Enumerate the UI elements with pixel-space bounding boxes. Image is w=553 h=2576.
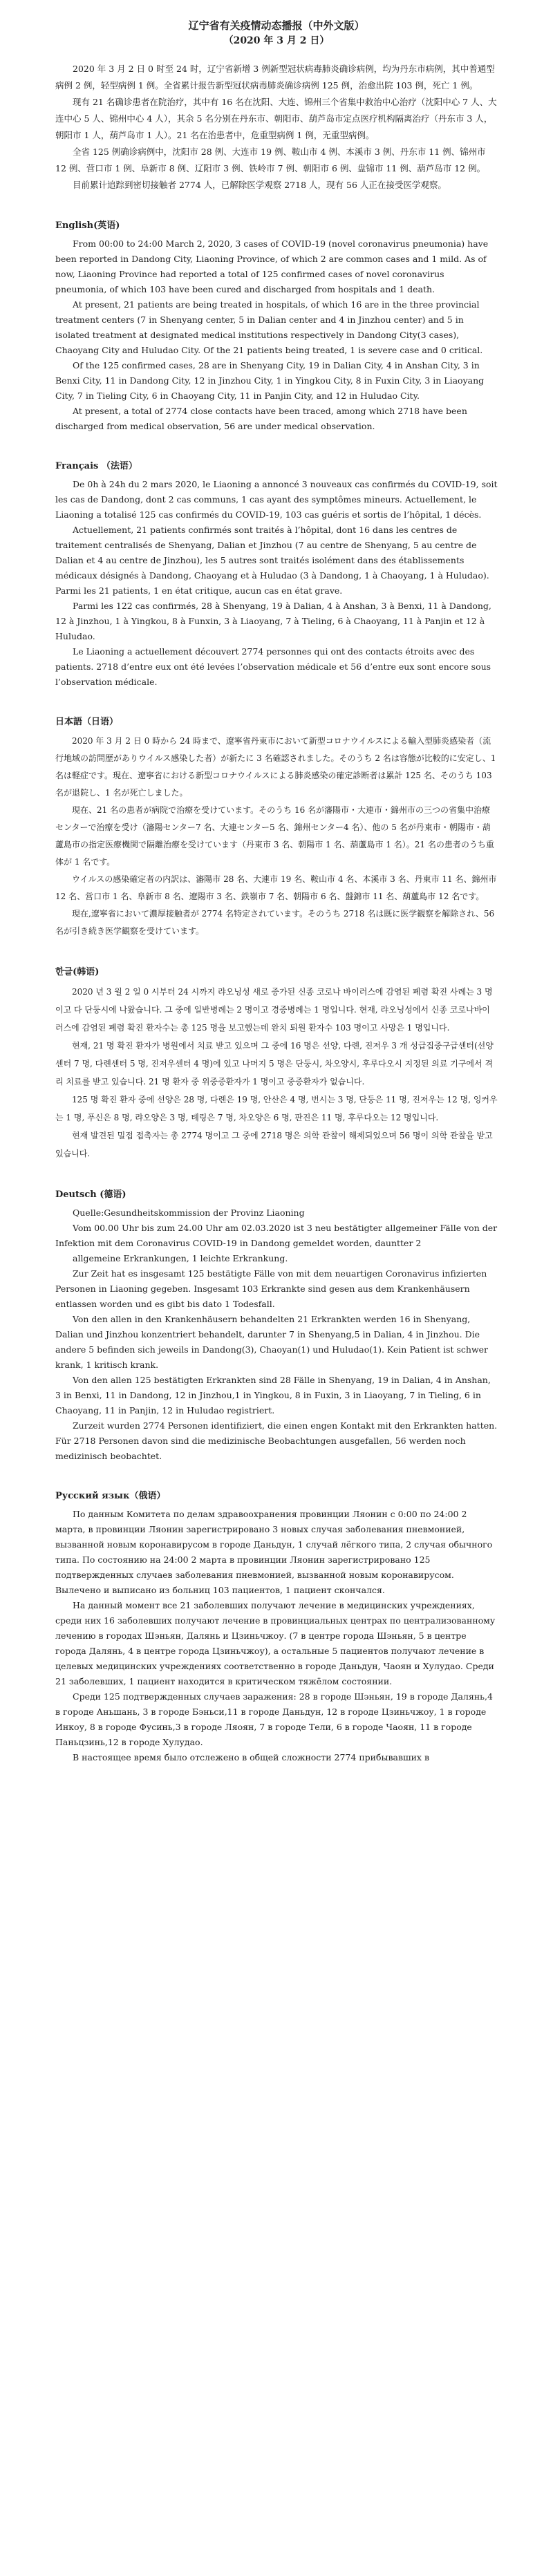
german-heading: Deutsch (德语) bbox=[55, 1190, 126, 1200]
english-section bbox=[55, 218, 498, 434]
de-paragraph: Zurzeit wurden 2774 Personen identifiziert, die einen engen Kontakt mit den Erkrankten hatten. Für 2718 Personen davon sind die medizinische Beobachtungen ausgefallen, 56 werden noch medizinisch beobachtet. bbox=[55, 1420, 498, 1461]
fr-paragraph: Parmi les 122 cas confirmés, 28 à Shenyang, 19 à Dalian, 4 à Anshan, 3 à Benxi, 11 à Dandong, 12 à Jinzhou, 1 à Yingkou, 8 à Funxin, 3 à Liaoyang, 7 à Tieling, 6 à Chaoyang, 11 à Panjin et 12 à Huludao. bbox=[55, 601, 491, 641]
page-title: 辽宁省有关疫情动态播报（中外文版） bbox=[188, 19, 365, 32]
de-paragraph: Zur Zeit hat es insgesamt 125 bestätigte Fälle von mit dem neuartigen Coronavirus infizierten Personen in Liaoning gegeben. Insgesamt 103 Erkrankte sind gesen aus dem Krankenhäusern entlassen worden und es gibt bis dato 1 Todesfall. bbox=[55, 1268, 487, 1309]
ja-paragraph: ウイルスの感染確定者の内訳は、瀋陽市 28 名、大連市 19 名、鞍山市 4 名、本溪市 3 名、丹東市 11 名、錦州市 12 名、営口市 1 名、阜新市 8 名、遼陽市 3 名、鉄嶺市 7 名、朝陽市 6 名、盤錦市 11 名、葫蘆島市 12 名です。 bbox=[55, 874, 497, 901]
de-paragraph: Quelle:Gesundheitskommission der Provinz Liaoning bbox=[73, 1207, 305, 1218]
zh-paragraph: 现有 21 名确诊患者在院治疗，其中有 16 名在沈阳、大连、锦州三个省集中救治中心治疗（沈阳中心 7 人、大连中心 5 人、锦州中心 4 人），其余 5 名分别在丹东市、朝阳市、葫芦岛市定点医疗机构隔离治疗（丹东市 3 人，朝阳市 1 人，葫芦岛市 1 人）。21 名在治患者中，危重型病例 1 例，无重型病例。 bbox=[55, 97, 497, 140]
ko-paragraph: 현재, 21 명 확진 환자가 병원에서 치료 받고 있으며 그 중에 16 명은 선양, 다롄, 진저우 3 개 성급집중구급센터(선양센터 7 명, 다롄센터 5 명, 진저우센터 4 명)에 있고 나머지 5 명은 단둥시, 차오양시, 후루다오시 지정된 의료 기구에서 격리 치료를 받고 있습니다. 21 명 환자 중 위중증환자가 1 명이고 중증환자가 없습니다. bbox=[55, 1041, 494, 1087]
russian-section bbox=[55, 1489, 498, 1765]
ru-paragraph: На данный момент все 21 заболевших получают лечение в медицинских учреждениях, среди них 16 заболевших получают лечение в провинциальных центрах по централизованному лечению в городах Шэньян, Далянь и Цзиньчжоу. (7 в центре города Шэньян, 5 в центре города Далянь, 4 в центре города Цзиньчжоу), а остальные 5 пациентов получают лечение в целевых медицинских учреждениях соответственно в городе Даньдун, Чаоян и Хулудао. Среди 21 заболевших, 1 пациент находится в критическом тяжёлом состоянии. bbox=[55, 1600, 496, 1686]
german-section bbox=[55, 1187, 498, 1464]
ja-paragraph: 現在、21 名の患者が病院で治療を受けています。そのうち 16 名が瀋陽市・大連市・錦州市の三つの省集中治療センターで治療を受け（瀋陽センター7 名、大連センター5 名、錦州センター4 名）、他の 5 名が丹東市・朝陽市・葫蘆島市の指定医療機関で隔離治療を受けています（丹東市 3 名、朝陽市 1 名、葫蘆島市 1 名）。21 名の患者のうち重体が 1 名です。 bbox=[55, 805, 494, 867]
russian-heading: Русский язык（俄语） bbox=[55, 1491, 166, 1501]
en-paragraph: At present, a total of 2774 close contacts have been traced, among which 2718 have been discharged from medical observation, 56 are under medical observation. bbox=[55, 406, 467, 431]
ko-paragraph: 125 명 확진 환자 중에 선양은 28 명, 다롄은 19 명, 안산은 4 명, 번시는 3 명, 단둥은 11 명, 진저우는 12 명, 잉커우는 1 명, 푸신은 8 명, 랴오양은 3 명, 톄링은 7 명, 차오양은 6 명, 판진은 11 명, 후루다오는 12 명입니다. bbox=[55, 1095, 498, 1122]
de-paragraph: Von den allen in den Krankenhäusern behandelten 21 Erkrankten werden 16 in Shenyang, Dalian und Jinzhou konzentriert behandelt, darunter 7 in Shenyang,5 in Dalian, 4 in Jinzhou. Die andere 5 befinden sich jeweils in Dandong(3), Chaoyan(1) und Huludao(1). Kein Patient ist schwer krank, 1 kritisch krank. bbox=[55, 1314, 489, 1370]
japanese-section bbox=[55, 715, 498, 940]
fr-paragraph: Actuellement, 21 patients confirmés sont traités à l’hôpital, dont 16 dans les centres de traitement centralisés de Shenyang, Dalian et Jinzhou (7 au centre de Shenyang, 5 au centre de Dalian et 4 au centre de Jinzhou), les 5 autres sont traités isolément dans des établissements médicaux désignés à Dandong, Chaoyang et à Huludao (3 à Dandong, 1 à Chaoyang, 1 à Huludao). Parmi les 21 patients, 1 en état critique, aucun cas en état grave. bbox=[55, 525, 489, 596]
ru-paragraph: Среди 125 подтвержденных случаев заражения: 28 в городе Шэньян, 19 в городе Далянь,4 в городе Аньшань, 3 в городе Бэньси,11 в городе Даньдун, 12 в городе Цзиньчжоу, 1 в городе Инкоу, 8 в городе Фусинь,3 в городе Ляоян, 7 в городе Тели, 6 в городе Чаоян, 11 в городе Паньцзинь,12 в городе Хулудао. bbox=[55, 1691, 493, 1747]
ru-paragraph: По данным Комитета по делам здравоохранения провинции Ляонин с 0:00 по 24:00 2 марта, в провинции Ляонин зарегистрировано 3 новых случая заболевания пневмонией, вызванной новым коронавирусом в городе Даньдун, 1 случай лёгкого типа, 2 случая обычного типа. По состоянию на 24:00 2 марта в провинции Ляонин зарегистрировано 125 подтвержденных случаев заболевания пневмонией, вызванной новым коронавирусом. Вылечено и выписано из больниц 103 пациентов, 1 пациент скончался. bbox=[55, 1509, 493, 1595]
ja-paragraph: 現在,遼寧省において濃厚接触者が 2774 名特定されています。そのうち 2718 名は既に医学観察を解除され、56 名が引き続き医学観察を受けています。 bbox=[55, 909, 495, 936]
en-paragraph: Of the 125 confirmed cases, 28 are in Shenyang City, 19 in Dalian City, 4 in Anshan City, 3 in Benxi City, 11 in Dandong City, 12 in Jinzhou City, 1 in Yingkou City, 8 in Fuxin City, 3 in Liaoyang City, 7 in Tieling City, 6 in Chaoyang City, 11 in Panjin City, and 12 in Huludao City. bbox=[55, 360, 485, 401]
de-paragraph: Vom 00.00 Uhr bis zum 24.00 Uhr am 02.03.2020 ist 3 neu bestätigter allgemeiner Fälle von der Infektion mit dem Coronavirus COVID-19 in Dandong gemeldet worden, dauntter 2 bbox=[55, 1223, 498, 1248]
ko-paragraph: 2020 년 3 월 2 일 0 시부터 24 시까지 랴오닝성 새로 증가된 신종 코로나 바이러스에 감염된 폐렴 확진 사례는 3 명이고 다 단둥시에 나왔습니다. 그 중에 일반병례는 2 명이고 경증병례는 1 명입니다. 현재, 랴오닝성에서 신종 코로나바이러스에 감염된 폐렴 확진 환자수는 총 125 명을 보고했는데 완치 퇴원 환자수 103 명이고 사망은 1 명입니다. bbox=[55, 987, 493, 1033]
ko-paragraph: 현재 발견된 밀접 접촉자는 총 2774 명이고 그 중에 2718 명은 의학 관찰이 해제되었으며 56 명이 의학 관찰을 받고 있습니다. bbox=[55, 1131, 493, 1158]
de-paragraph: Von den allen 125 bestätigten Erkrankten sind 28 Fälle in Shenyang, 19 in Dalian, 4 in Anshan, 3 in Benxi, 11 in Dandong, 12 in Jinzhou,1 in Yingkou, 8 in Fuxin, 3 in Liaoyang, 7 in Tieling, 6 in Chaoyang, 11 in Panjin, 12 in Huludao registriert. bbox=[55, 1375, 491, 1416]
ru-paragraph: В настоящее время было отслежено в общей сложности 2774 прибывавших в bbox=[73, 1752, 429, 1762]
zh-paragraph: 全省 125 例确诊病例中，沈阳市 28 例、大连市 19 例、鞍山市 4 例、本溪市 3 例、丹东市 11 例、锦州市 12 例、营口市 1 例、阜新市 8 例、辽阳市 3 例、铁岭市 7 例、朝阳市 6 例、盘锦市 11 例、葫芦岛市 12 例。 bbox=[55, 147, 486, 173]
fr-paragraph: De 0h à 24h du 2 mars 2020, le Liaoning a annoncé 3 nouveaux cas confirmés du COVID-19, soit les cas de Dandong, dont 2 cas communs, 1 cas ayant des symptômes mineurs. Actuellement, le Liaoning a totalisé 125 cas confirmés du COVID-19, 103 cas guéris et sortis de l’hôpital, 1 décès. bbox=[55, 479, 498, 520]
en-paragraph: From 00:00 to 24:00 March 2, 2020, 3 cases of COVID-19 (novel coronavirus pneumonia) have been reported in Dandong City, Liaoning Province, of which 2 are common cases and 1 mild. As of now, Liaoning Province had reported a total of 125 confirmed cases of novel coronavirus pneumonia, of which 103 have been cured and discharged from hospitals and 1 death. bbox=[55, 238, 489, 294]
zh-paragraph: 2020 年 3 月 2 日 0 时至 24 时，辽宁省新增 3 例新型冠状病毒肺炎确诊病例，均为丹东市病例，其中普通型病例 2 例，轻型病例 1 例。全省累计报告新型冠状病毒肺炎确诊病例 125 例，治愈出院 103 例，死亡 1 例。 bbox=[55, 64, 495, 91]
french-heading: Français （法语） bbox=[55, 461, 138, 471]
chinese-section bbox=[55, 61, 498, 194]
fr-paragraph: Le Liaoning a actuellement découvert 2774 personnes qui ont des contacts étroits avec des patients. 2718 d’entre eux ont été levées l’observation médicale et 56 d’entre eux sont encore sous l’observation médicale. bbox=[55, 646, 491, 687]
en-paragraph: At present, 21 patients are being treated in hospitals, of which 16 are in the three provincial treatment centers (7 in Shenyang center, 5 in Dalian center and 4 in Jinzhou center) and 5 in isolated treatment at designated medical institutions respectively in Dandong City(3 cases), Chaoyang City and Huludao City. Of the 21 patients being treated, 1 is severe case and 0 critical. bbox=[55, 299, 483, 355]
korean-heading: 한글(韩语) bbox=[55, 967, 100, 977]
page-date: （2020 年 3 月 2 日） bbox=[223, 35, 330, 46]
de-paragraph: allgemeine Erkrankungen, 1 leichte Erkrankung. bbox=[73, 1253, 288, 1263]
japanese-heading: 日本語（日语） bbox=[55, 717, 119, 727]
korean-section bbox=[55, 965, 498, 1163]
zh-paragraph: 目前累计追踪到密切接触者 2774 人，已解除医学观察 2718 人，现有 56 人正在接受医学观察。 bbox=[73, 180, 447, 190]
french-section bbox=[55, 459, 498, 690]
document-page bbox=[55, 0, 498, 1765]
english-heading: English(英语) bbox=[55, 220, 120, 231]
ja-paragraph: 2020 年 3 月 2 日 0 時から 24 時まで、遼寧省丹東市において新型コロナウイルスによる輸入型肺炎感染者（流行地域の訪問歴がありウイルス感染した者）が新たに 3 名確認されました。そのうち 2 名は容態が比較的に安定し、1 名は軽症です。現在、遼寧省における新型コロナウイルスによる肺炎感染の確定診断者は累計 125 名、そのうち 103 名が退院し、1 名が死亡しました。 bbox=[55, 736, 496, 798]
